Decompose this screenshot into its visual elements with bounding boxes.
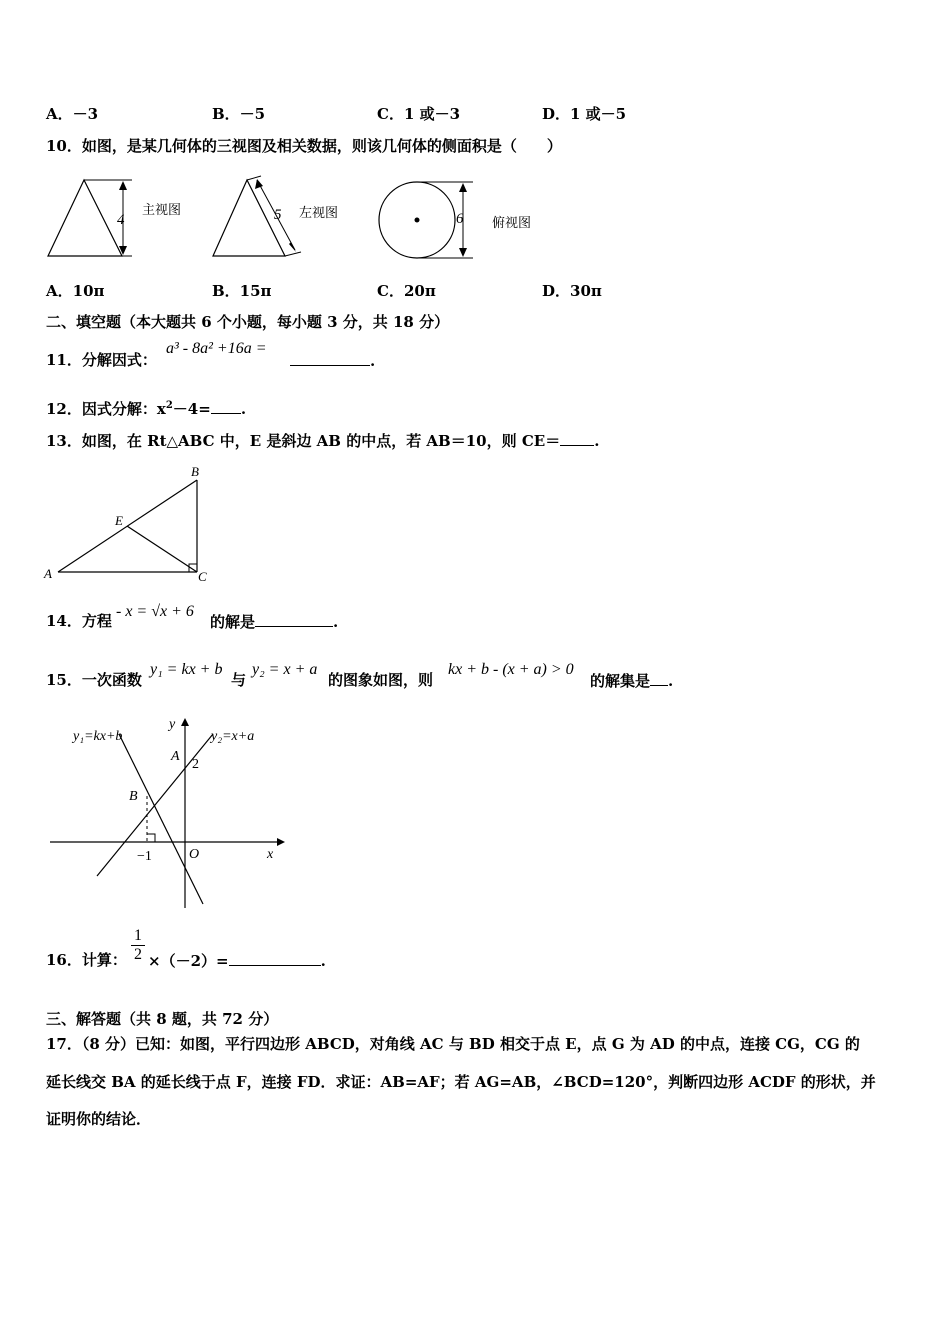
q11-blank[interactable]: [290, 351, 370, 366]
q15-and: 与: [231, 671, 247, 689]
top-view-figure: [375, 172, 555, 267]
graph-label-y1: y₁=kx+b: [73, 729, 123, 744]
q15-end: 的解集是: [590, 672, 651, 690]
q16-denominator: 2: [131, 945, 145, 964]
q10-option-c: C．20π: [377, 282, 436, 300]
q11-answer: [290, 351, 375, 370]
q16-numerator: 1: [134, 927, 142, 944]
graph-axis-y: y: [169, 717, 176, 732]
q15-f1: y₁ = kx + b: [150, 661, 223, 678]
left-label: 左视图: [299, 205, 339, 220]
q16-rest: ×（－2）=: [148, 952, 229, 970]
q13-suffix: .: [594, 432, 600, 450]
q10-option-a: A．10π: [46, 282, 105, 300]
q16-prefix: 16．计算：: [46, 951, 127, 969]
graph-point-b: B: [129, 789, 138, 804]
q16-answer: [148, 951, 326, 970]
q11-prefix: 11．分解因式：: [46, 351, 157, 369]
q9-option-a: A．－3: [46, 105, 99, 123]
q12: [46, 397, 246, 418]
front-view-figure: [40, 172, 200, 267]
q11: [46, 351, 157, 369]
q14-expr: - x = √x + 6: [116, 603, 194, 620]
q17-line-3: 证明你的结论．: [46, 1110, 152, 1128]
graph-tick-2: 2: [192, 757, 199, 772]
q14-mid: 的解是: [210, 613, 256, 631]
q9-option-c: C．1 或－3: [377, 105, 461, 123]
graph-axis-x: x: [267, 847, 274, 862]
q9-option-b: B．－5: [212, 105, 266, 123]
q14-answer: [210, 612, 338, 631]
section-2-heading: 二、填空题（本大题共 6 个小题，每小题 3 分，共 18 分）: [46, 313, 450, 331]
section-3-heading: 三、解答题（共 8 题，共 72 分）: [46, 1010, 279, 1028]
q16-suffix: .: [320, 952, 326, 970]
q15-f2: y₂ = x + a: [252, 661, 318, 678]
label-c: C: [198, 569, 207, 584]
left-view-figure: [205, 172, 375, 267]
triangle-abc-figure: [40, 462, 220, 587]
q17-line-1: 17．（8 分）已知：如图，平行四边形 ABCD，对角线 AC 与 BD 相交于点 E，点 G 为 AD 的中点，连接 CG，CG 的: [46, 1035, 860, 1053]
q14-suffix: .: [333, 613, 339, 631]
graph-tick-neg1: −1: [137, 849, 152, 864]
q12-blank[interactable]: [211, 399, 241, 414]
q14: [46, 612, 112, 630]
q15-blank[interactable]: [650, 671, 668, 686]
q13-blank[interactable]: [560, 431, 594, 446]
q12-prefix: 12．因式分解：x: [46, 400, 166, 418]
left-dim: 5: [274, 207, 282, 223]
graph-point-a: A: [171, 749, 180, 764]
front-label: 主视图: [142, 202, 182, 217]
q15-mid: 的图象如图，则: [328, 671, 434, 689]
q15-suffix: .: [668, 672, 674, 690]
q9-option-d: D．1 或－5: [542, 105, 627, 123]
q14-prefix: 14．方程: [46, 612, 112, 630]
q12-sup: 2: [165, 400, 173, 411]
front-dim: 4: [117, 212, 125, 228]
q12-suffix: .: [240, 400, 247, 418]
q14-blank[interactable]: [255, 612, 333, 627]
linear-functions-graph: [45, 712, 285, 912]
top-dim: 6: [456, 211, 464, 227]
q16-blank[interactable]: [229, 951, 321, 966]
q11-suffix: .: [370, 352, 376, 370]
q16-fraction: [131, 927, 145, 964]
top-label: 俯视图: [492, 215, 532, 230]
q11-expr: a³ - 8a² +16a =: [166, 340, 267, 357]
q13-stem: 13．如图，在 Rt△ABC 中，E 是斜边 AB 的中点，若 AB＝10，则 CE＝: [46, 432, 561, 450]
label-e: E: [115, 513, 123, 528]
q15-end-group: [590, 671, 673, 690]
q17-line-2: 延长线交 BA 的延长线于点 F，连接 FD．求证：AB=AF；若 AG=AB，∠BCD=120°，判断四边形 ACDF 的形状，并: [46, 1073, 876, 1091]
q12-rest: －4=: [172, 400, 211, 418]
q15-prefix: 15．一次函数: [46, 671, 142, 689]
q10-option-d: D．30π: [542, 282, 602, 300]
graph-origin: O: [189, 847, 200, 862]
q13: [46, 431, 599, 450]
graph-label-y2: y₂=x+a: [211, 729, 255, 744]
label-b: B: [191, 464, 199, 479]
q10-option-b: B．15π: [212, 282, 272, 300]
q15-ineq: kx + b - (x + a) > 0: [448, 661, 574, 678]
q10-stem: 10．如图，是某几何体的三视图及相关数据，则该几何体的侧面积是（ ）: [46, 137, 562, 155]
label-a: A: [44, 566, 52, 581]
